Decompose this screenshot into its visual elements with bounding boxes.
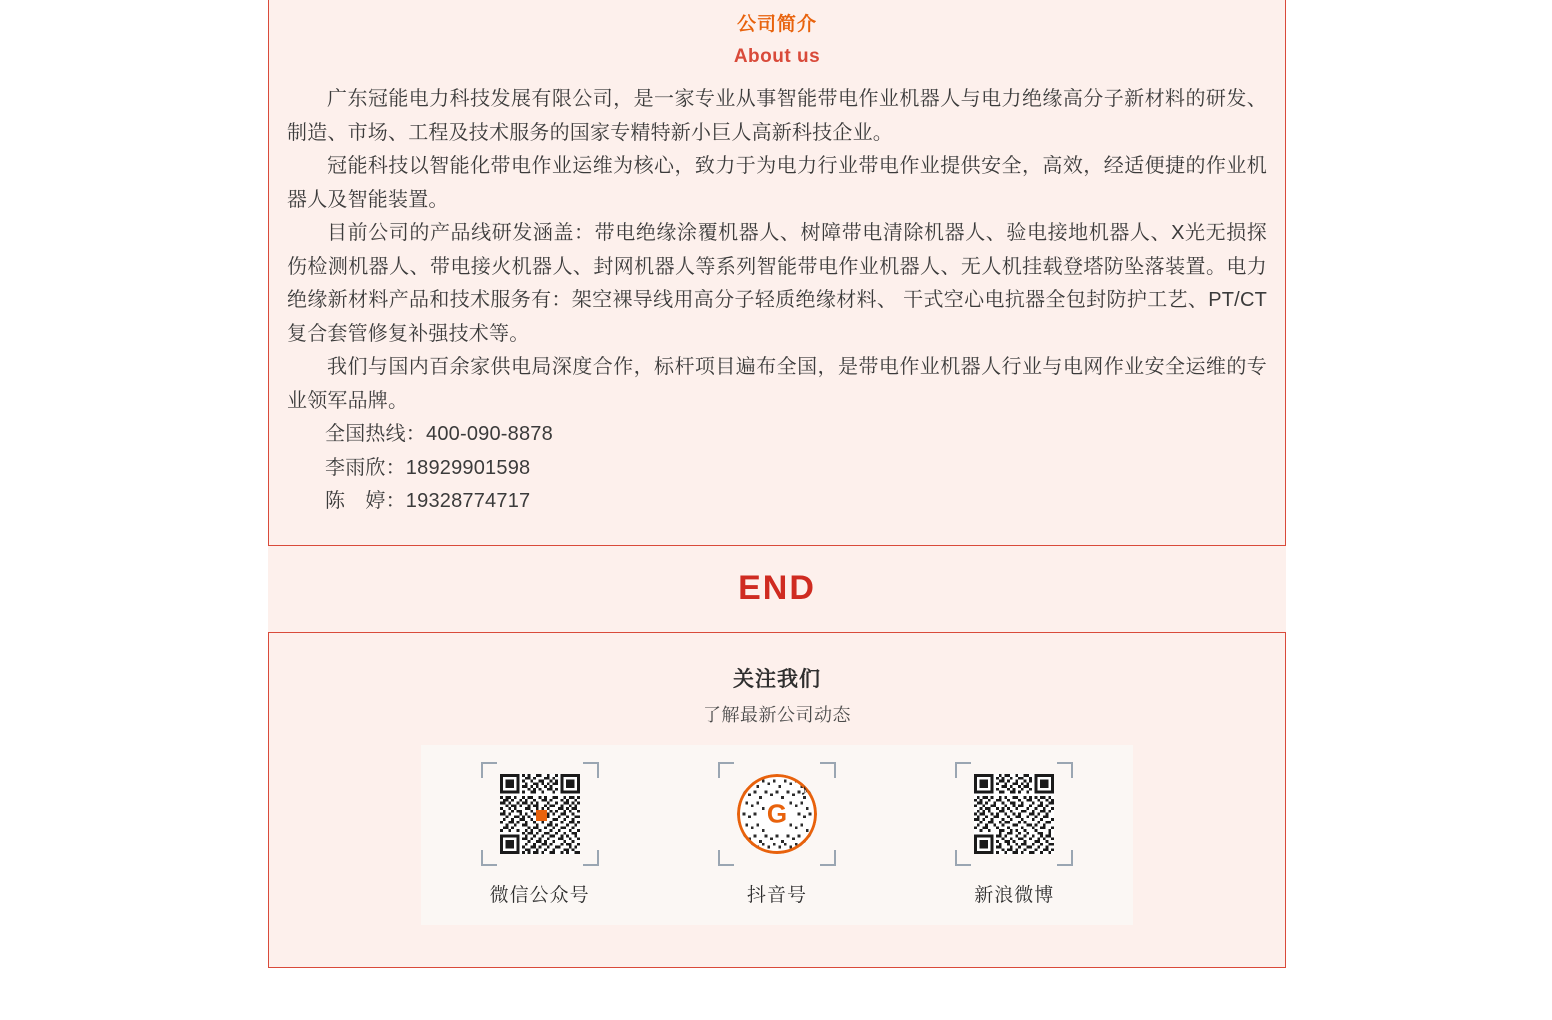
corner-bracket-icon bbox=[481, 762, 497, 778]
content-column bbox=[268, 0, 1286, 968]
follow-title: 关注我们 bbox=[733, 667, 821, 691]
qr-item-weibo[interactable] bbox=[914, 762, 1114, 907]
qr-frame bbox=[955, 762, 1073, 866]
corner-bracket-icon bbox=[1057, 850, 1073, 866]
qr-label-weibo: 新浪微博 bbox=[974, 885, 1055, 906]
douyin-qr-icon: G ♪ bbox=[737, 774, 817, 854]
corner-bracket-icon bbox=[718, 762, 734, 778]
qr-code-icon bbox=[500, 774, 580, 854]
qr-label-wechat: 微信公众号 bbox=[489, 885, 590, 906]
follow-subtitle: 了解最新公司动态 bbox=[703, 704, 851, 725]
corner-bracket-icon bbox=[718, 850, 734, 866]
contact-person-1: 李雨欣：18929901598 bbox=[325, 456, 531, 479]
about-paragraph-1: 广东冠能电力科技发展有限公司，是一家专业从事智能带电作业机器人与电力绝缘高分子新材料的研发、制造、市场、工程及技术服务的国家专精特新小巨人高新科技企业。 bbox=[287, 88, 1267, 144]
about-title-en: About us bbox=[733, 46, 821, 67]
about-title-cn: 公司简介 bbox=[736, 14, 817, 35]
contact-person-2: 陈 婷：19328774717 bbox=[325, 490, 531, 512]
qr-label-douyin: 抖音号 bbox=[746, 885, 807, 906]
music-note-icon: ♪ bbox=[800, 782, 808, 799]
corner-bracket-icon bbox=[1057, 762, 1073, 778]
corner-bracket-icon bbox=[820, 762, 836, 778]
qr-item-wechat[interactable] bbox=[440, 762, 640, 907]
contact-hotline: 全国热线：400-090-8878 bbox=[325, 423, 553, 445]
follow-us-section bbox=[268, 632, 1286, 968]
qr-frame bbox=[718, 762, 836, 866]
qr-code-icon bbox=[974, 774, 1054, 854]
corner-bracket-icon bbox=[583, 850, 599, 866]
about-paragraph-2: 冠能科技以智能化带电作业运维为核心，致力于为电力行业带电作业提供安全，高效，经适便捷的作业机器人及智能装置。 bbox=[287, 155, 1267, 211]
corner-bracket-icon bbox=[955, 762, 971, 778]
qr-frame bbox=[481, 762, 599, 866]
qr-item-douyin[interactable] bbox=[677, 762, 877, 907]
corner-bracket-icon bbox=[955, 850, 971, 866]
about-us-section bbox=[268, 0, 1286, 546]
corner-bracket-icon bbox=[820, 850, 836, 866]
end-band bbox=[268, 546, 1286, 632]
corner-bracket-icon bbox=[481, 850, 497, 866]
qr-panel bbox=[421, 745, 1133, 925]
end-label: END bbox=[738, 569, 816, 607]
about-paragraph-4: 我们与国内百余家供电局深度合作，标杆项目遍布全国，是带电作业机器人行业与电网作业安全运维的专业领军品牌。 bbox=[287, 356, 1267, 412]
corner-bracket-icon bbox=[583, 762, 599, 778]
about-paragraph-3: 目前公司的产品线研发涵盖：带电绝缘涂覆机器人、树障带电清除机器人、验电接地机器人、X光无损探伤检测机器人、带电接火机器人、封网机器人等系列智能带电作业机器人、无人机挂载登塔防坠落装置。电力绝缘新材料产品和技术服务有：架空裸导线用高分子轻质绝缘材料、 干式空心电抗器全包封防护工艺、PT/CT复合套管修复补强技术等。 bbox=[287, 222, 1267, 345]
